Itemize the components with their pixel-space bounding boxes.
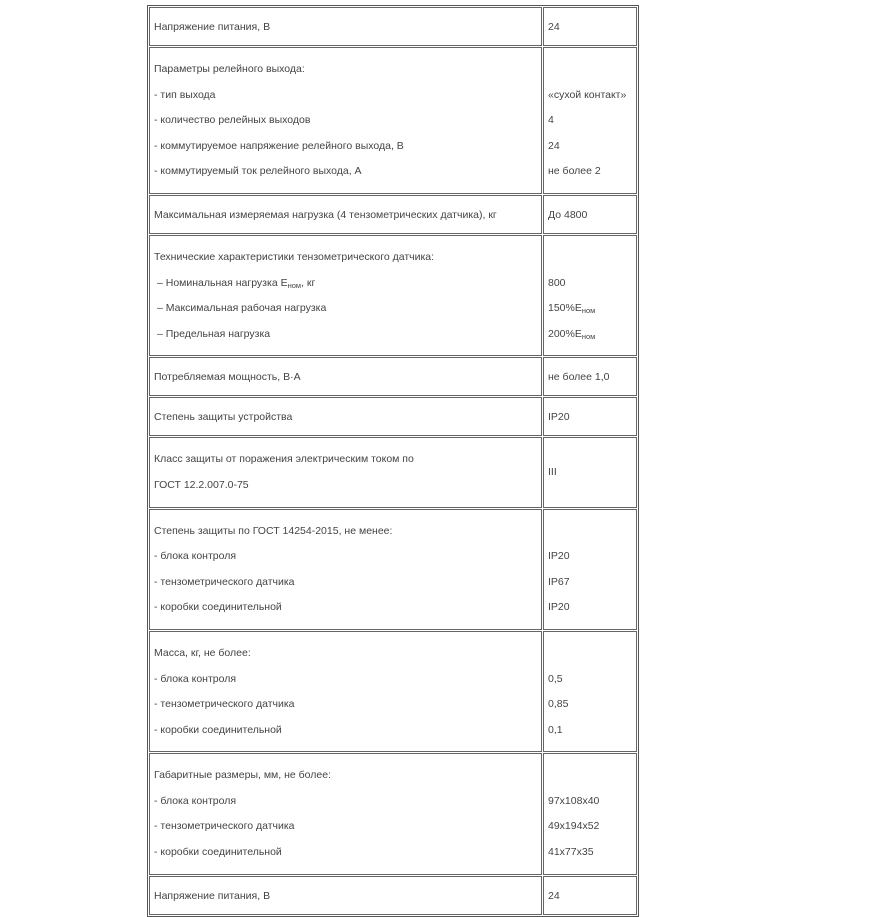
value-line: [548, 245, 632, 271]
value-line: 0,5: [548, 672, 563, 685]
value-line: [548, 763, 632, 789]
label-line: – Максимальная рабочая нагрузка: [157, 302, 327, 315]
value-line: IP20: [548, 411, 570, 424]
value-cell: [543, 509, 637, 630]
label-cell: [149, 437, 542, 507]
label-line: Напряжение питания, В: [154, 21, 271, 33]
table-row: [149, 195, 637, 234]
table-row: [149, 357, 637, 396]
table-row: [149, 631, 637, 752]
label-line: - тензометрического датчика: [154, 698, 295, 711]
value-line: 0,85: [548, 698, 569, 711]
value-line: 97х108х40: [548, 794, 600, 807]
label-line: Напряжение питания, В: [154, 889, 271, 902]
label-line: - блока контроля: [154, 794, 237, 807]
value-cell: [543, 397, 637, 436]
value-cell: [543, 357, 637, 396]
value-line: 24: [548, 139, 560, 152]
table-row: [149, 235, 637, 356]
table-row: [149, 47, 637, 194]
value-cell: [543, 631, 637, 752]
label-line: - блока контроля: [154, 672, 237, 685]
value-line: IP67: [548, 575, 570, 588]
value-line: не более 1,0: [548, 371, 610, 384]
label-line: Класс защиты от поражения электрическим током по: [154, 453, 414, 466]
value-cell: [543, 876, 637, 915]
label-cell: [149, 876, 542, 915]
value-cell: [543, 47, 637, 194]
label-line: Степень защиты устройства: [154, 411, 293, 424]
label-line: - блока контроля: [154, 550, 237, 563]
value-cell: [543, 437, 637, 507]
label-line: - коробки соединительной: [154, 846, 282, 859]
value-line: 24: [548, 889, 560, 902]
value-line: 4: [548, 114, 554, 127]
label-line: Потребляемая мощность, В·А: [154, 371, 301, 384]
label-line: - тензометрического датчика: [154, 575, 295, 588]
label-cell: [149, 753, 542, 874]
value-line: IP20: [548, 550, 570, 563]
label-cell: [149, 195, 542, 234]
label-line: – Предельная нагрузка: [157, 327, 271, 340]
label-line: - коробки соединительной: [154, 723, 282, 736]
value-line: 0,1: [548, 723, 563, 736]
label-line: - количество релейных выходов: [154, 114, 311, 127]
label-cell: [149, 357, 542, 396]
value-cell: [543, 7, 637, 46]
label-line: Параметры релейного выхода:: [154, 63, 305, 75]
value-line: $200\%Е_{ном}$: [548, 327, 596, 341]
value-cell: [543, 753, 637, 874]
value-cell: [543, 195, 637, 234]
label-cell: [149, 397, 542, 436]
label-line: - коробки соединительной: [154, 601, 282, 614]
value-line: 41х77х35: [548, 846, 594, 859]
label-line: Масса, кг, не более:: [154, 646, 251, 659]
table-row: [149, 876, 637, 915]
label-line: - тензометрического датчика: [154, 820, 295, 833]
label-cell: [149, 509, 542, 630]
value-cell: [543, 235, 637, 356]
value-line: До 4800: [548, 208, 588, 221]
value-line: «сухой контакт»: [548, 88, 627, 101]
value-line: [548, 519, 632, 545]
value-line: [548, 57, 632, 83]
label-cell: [149, 631, 542, 752]
label-line: ГОСТ 12.2.007.0-75: [154, 478, 249, 491]
label-line: – Номинальная нагрузка $Е_{ном}$, кг: [157, 276, 316, 290]
label-line: Габаритные размеры, мм, не более:: [154, 769, 331, 782]
value-line: 24: [548, 21, 560, 33]
label-line: - тип выхода: [154, 88, 216, 101]
label-line: - коммутируемый ток релейного выхода, А: [154, 165, 362, 178]
label-cell: [149, 235, 542, 356]
value-line: не более 2: [548, 165, 601, 178]
value-line: 800: [548, 276, 566, 289]
value-line: IP20: [548, 601, 570, 614]
table-row: [149, 753, 637, 874]
value-line: [548, 641, 632, 667]
label-line: Максимальная измеряемая нагрузка (4 тензометрических датчика), кг: [154, 208, 497, 221]
table-row: [149, 397, 637, 436]
table-row: [149, 509, 637, 630]
table-row: [149, 437, 637, 507]
label-line: - коммутируемое напряжение релейного выхода, В: [154, 139, 404, 152]
value-line: III: [548, 466, 557, 479]
value-line: $150\%Е_{ном}$: [548, 302, 596, 316]
spec-table: [147, 5, 639, 917]
label-line: Технические характеристики тензометрического датчика:: [154, 250, 435, 263]
label-cell: [149, 47, 542, 194]
value-line: 49х194х52: [548, 820, 600, 833]
table-row: [149, 7, 637, 46]
label-cell: [149, 7, 542, 46]
label-line: Степень защиты по ГОСТ 14254-2015, не менее:: [154, 524, 393, 537]
